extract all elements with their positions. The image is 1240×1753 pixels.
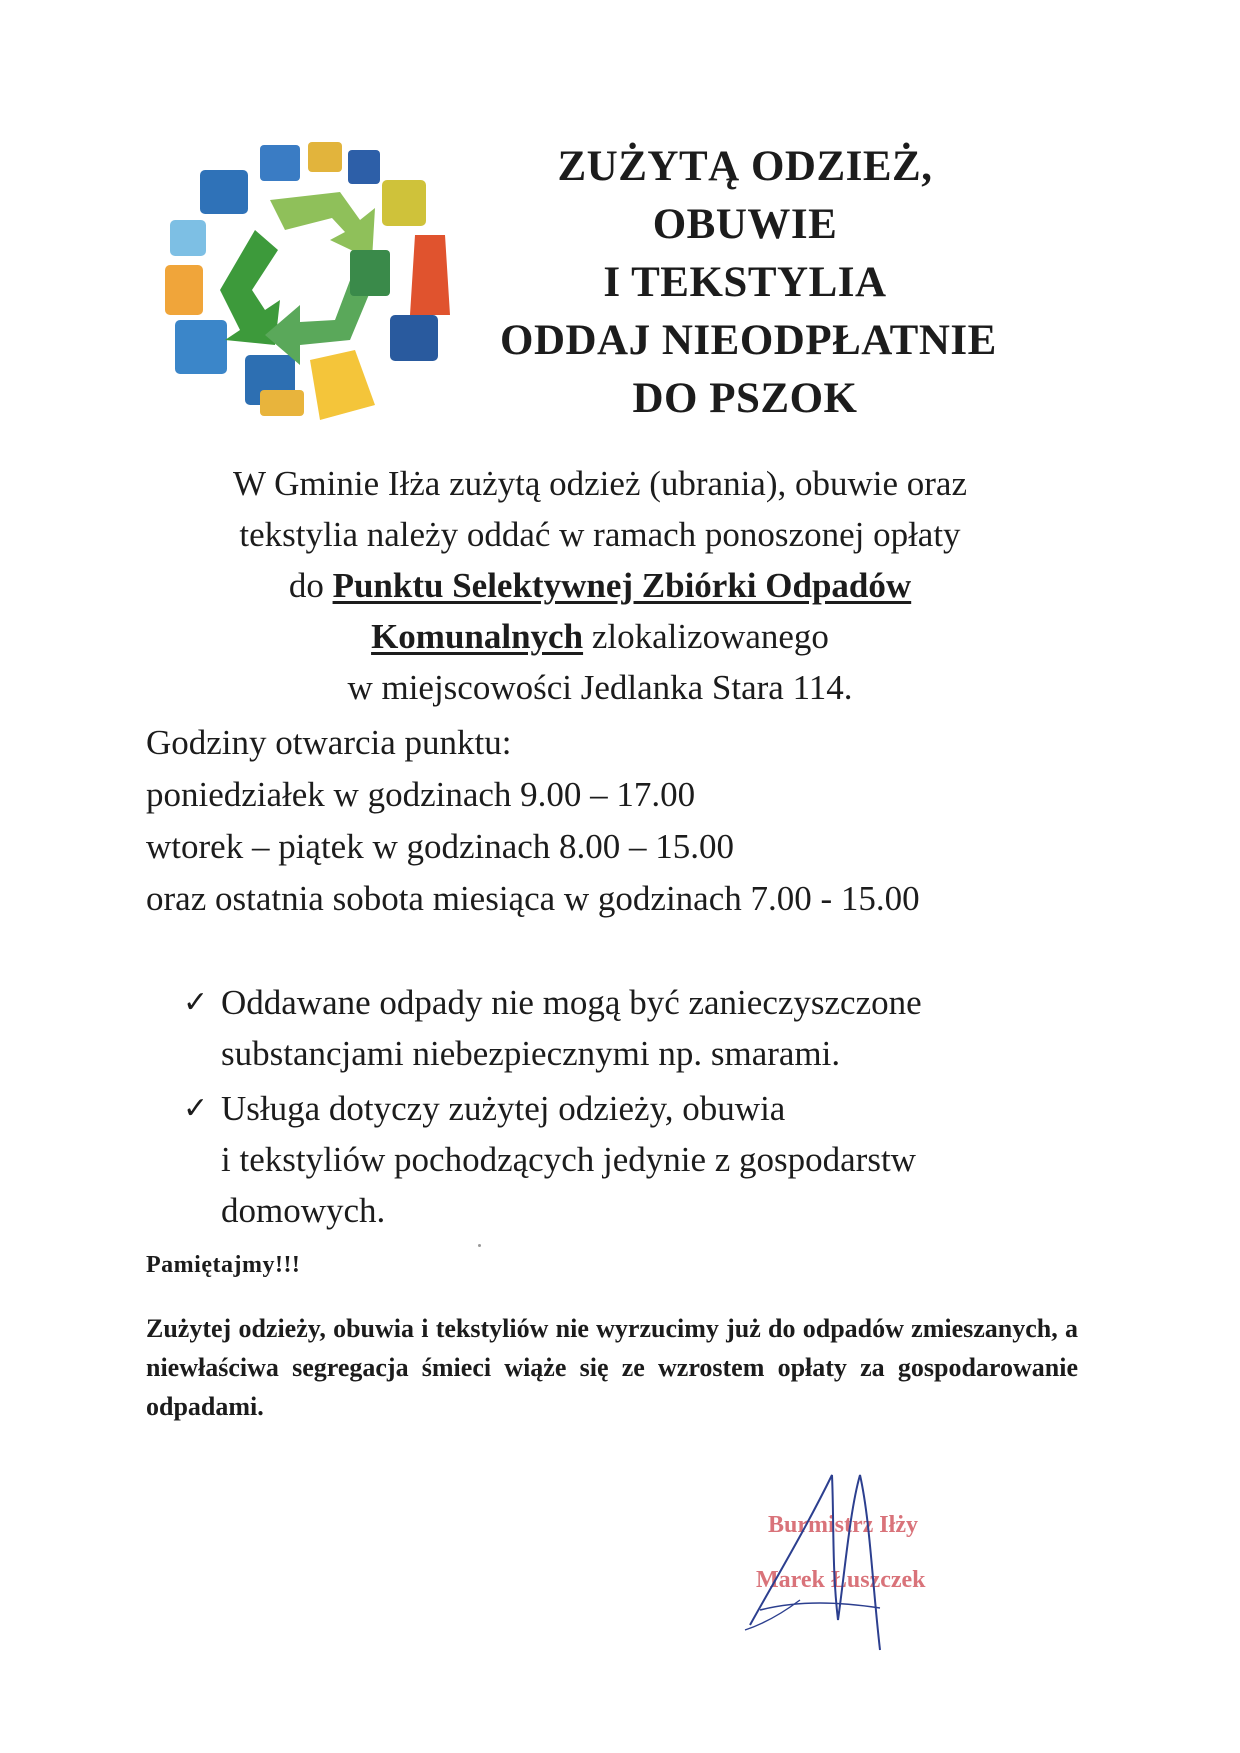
- recycle-arrows: [220, 192, 390, 365]
- final-note: Zużytej odzieży, obuwia i tekstyliów nie wyrzucimy już do odpadów zmieszanych, a niewłaściwa segregacja śmieci wiąże się ze wzrostem opłaty za gospodarowanie odpadami.: [146, 1314, 1078, 1421]
- hours-tue-fri: wtorek – piątek w godzinach 8.00 – 15.00: [146, 827, 735, 866]
- intro-text: do: [288, 566, 333, 605]
- stamp-name: Marek Łuszczek: [756, 1567, 926, 1593]
- page-title: [500, 138, 997, 428]
- title-line: DO PSZOK: [632, 375, 858, 422]
- title-line: OBUWIE: [652, 201, 838, 248]
- stamp-role: Burmistrz Iłży: [768, 1512, 918, 1538]
- rule-text: substancjami niebezpiecznymi np. smarami.: [221, 1034, 841, 1073]
- rule-text: i tekstyliów pochodzących jedynie z gospodarstw: [221, 1140, 916, 1179]
- clothes-ring: [165, 142, 450, 420]
- rule-text: domowych.: [221, 1191, 386, 1230]
- pszok-name: Punktu Selektywnej Zbiórki Odpadów: [332, 566, 912, 605]
- scan-speck: [478, 1244, 481, 1247]
- intro-line: W Gminie Iłża zużytą odzież (ubrania), obuwie oraz: [232, 464, 967, 503]
- remember-heading: Pamiętajmy!!!: [146, 1252, 301, 1278]
- hours-monday: poniedziałek w godzinach 9.00 – 17.00: [146, 775, 696, 814]
- handwritten-signature: [720, 1450, 1020, 1660]
- signature-stamp: [720, 1450, 1020, 1660]
- pszok-name-cont: Komunalnych: [371, 617, 584, 656]
- rule-item: [183, 977, 1083, 1079]
- intro-line: w miejscowości Jedlanka Stara 114.: [347, 668, 853, 707]
- check-icon: ✓: [183, 1091, 209, 1126]
- opening-hours: [146, 717, 1146, 925]
- check-icon: ✓: [183, 985, 209, 1020]
- rule-text: Oddawane odpady nie mogą być zanieczyszczone: [221, 983, 922, 1022]
- intro-paragraph: [150, 458, 1050, 713]
- rules-list: [183, 977, 1083, 1240]
- intro-line: [150, 560, 1050, 611]
- recycling-clothes-icon: [160, 140, 470, 430]
- title-line: ZUŻYTĄ ODZIEŻ,: [557, 143, 933, 190]
- intro-text: zlokalizowanego: [583, 617, 829, 656]
- title-line: ODDAJ NIEODPŁATNIE: [500, 317, 997, 364]
- hours-heading: Godziny otwarcia punktu:: [146, 723, 512, 762]
- rule-text: Usługa dotyczy zużytej odzieży, obuwia: [221, 1089, 786, 1128]
- hours-saturday: oraz ostatnia sobota miesiąca w godzinach 7.00 - 15.00: [146, 879, 920, 918]
- intro-line: [150, 611, 1050, 662]
- intro-line: tekstylia należy oddać w ramach ponoszonej opłaty: [239, 515, 961, 554]
- rule-item: [183, 1083, 1083, 1236]
- title-line: I TEKSTYLIA: [603, 259, 887, 306]
